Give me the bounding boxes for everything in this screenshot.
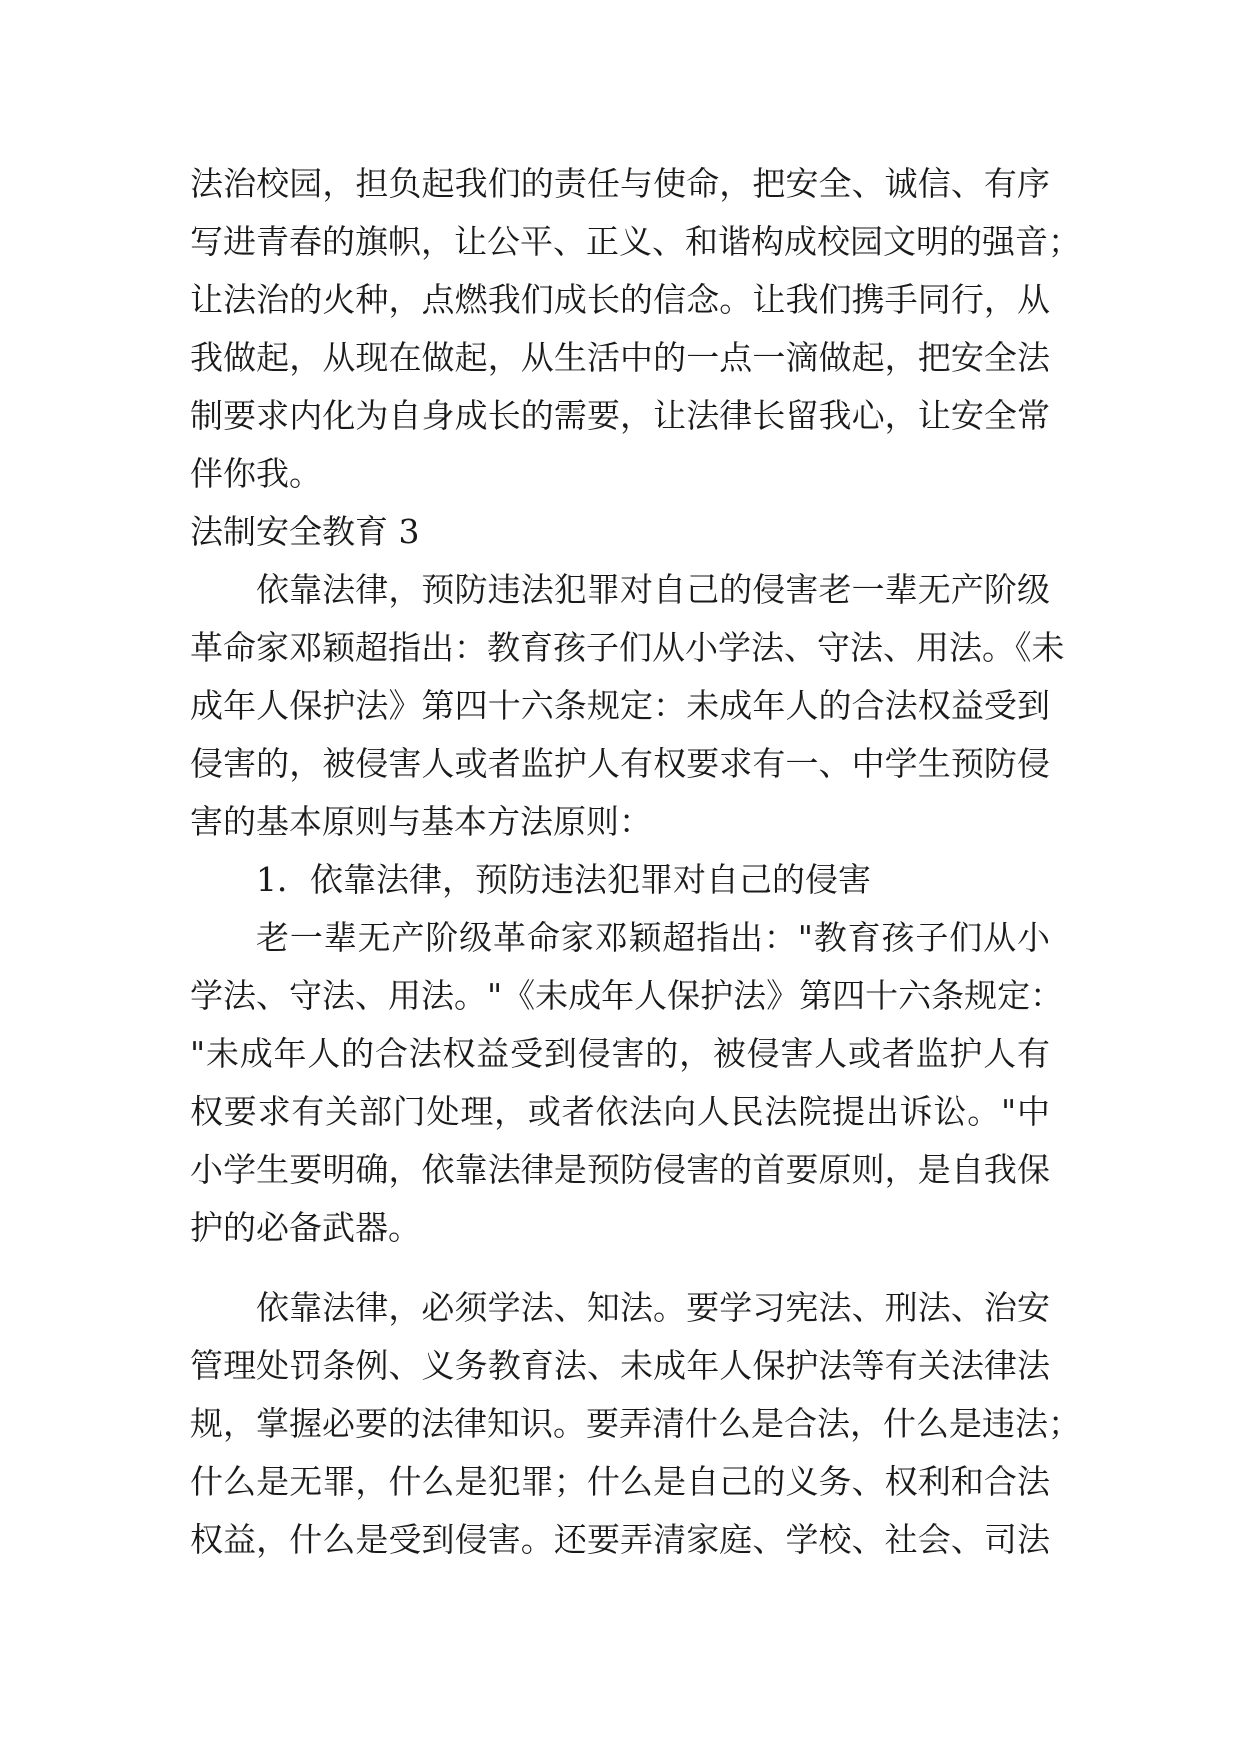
text-line: 让法治的火种，点燃我们成长的信念。让我们携手同行，从	[190, 280, 1050, 319]
text-line: 制要求内化为自身成长的需要，让法律长留我心，让安全常	[190, 396, 1050, 435]
text-line: 护的必备武器。	[190, 1208, 421, 1247]
text-line: 依靠法律，预防违法犯罪对自己的侵害老一辈无产阶级	[256, 570, 1050, 609]
text-line: 侵害的，被侵害人或者监护人有权要求有一、中学生预防侵	[190, 744, 1050, 783]
text-line: 学法、守法、用法。"《未成年人保护法》第四十六条规定：	[190, 976, 1064, 1015]
text-line: 写进青春的旗帜，让公平、正义、和谐构成校园文明的强音；	[190, 222, 1081, 261]
text-line: 权要求有关部门处理，或者依法向人民法院提出诉讼。"中	[190, 1092, 1050, 1131]
text-line: 规，掌握必要的法律知识。要弄清什么是合法，什么是违法；	[190, 1404, 1081, 1443]
text-line: 成年人保护法》第四十六条规定：未成年人的合法权益受到	[190, 686, 1050, 725]
section-heading: 法制安全教育 3	[190, 512, 420, 551]
text-line: 管理处罚条例、义务教育法、未成年人保护法等有关法律法	[190, 1346, 1050, 1385]
text-line: 革命家邓颖超指出：教育孩子们从小学法、守法、用法。《未	[190, 628, 1065, 667]
text-line: 我做起，从现在做起，从生活中的一点一滴做起，把安全法	[190, 338, 1050, 377]
numbered-item: 1．依靠法律，预防违法犯罪对自己的侵害	[256, 860, 871, 899]
text-line: 依靠法律，必须学法、知法。要学习宪法、刑法、治安	[256, 1288, 1050, 1327]
text-line: 害的基本原则与基本方法原则：	[190, 802, 652, 841]
text-line: 小学生要明确，依靠法律是预防侵害的首要原则，是自我保	[190, 1150, 1050, 1189]
text-line: 老一辈无产阶级革命家邓颖超指出："教育孩子们从小	[256, 918, 1050, 957]
text-line: 法治校园，担负起我们的责任与使命，把安全、诚信、有序	[190, 164, 1050, 203]
text-line: 什么是无罪，什么是犯罪；什么是自己的义务、权利和合法	[190, 1462, 1050, 1501]
text-line: 伴你我。	[190, 454, 322, 493]
text-line: "未成年人的合法权益受到侵害的，被侵害人或者监护人有	[190, 1034, 1050, 1073]
text-line: 权益，什么是受到侵害。还要弄清家庭、学校、社会、司法	[190, 1520, 1050, 1559]
